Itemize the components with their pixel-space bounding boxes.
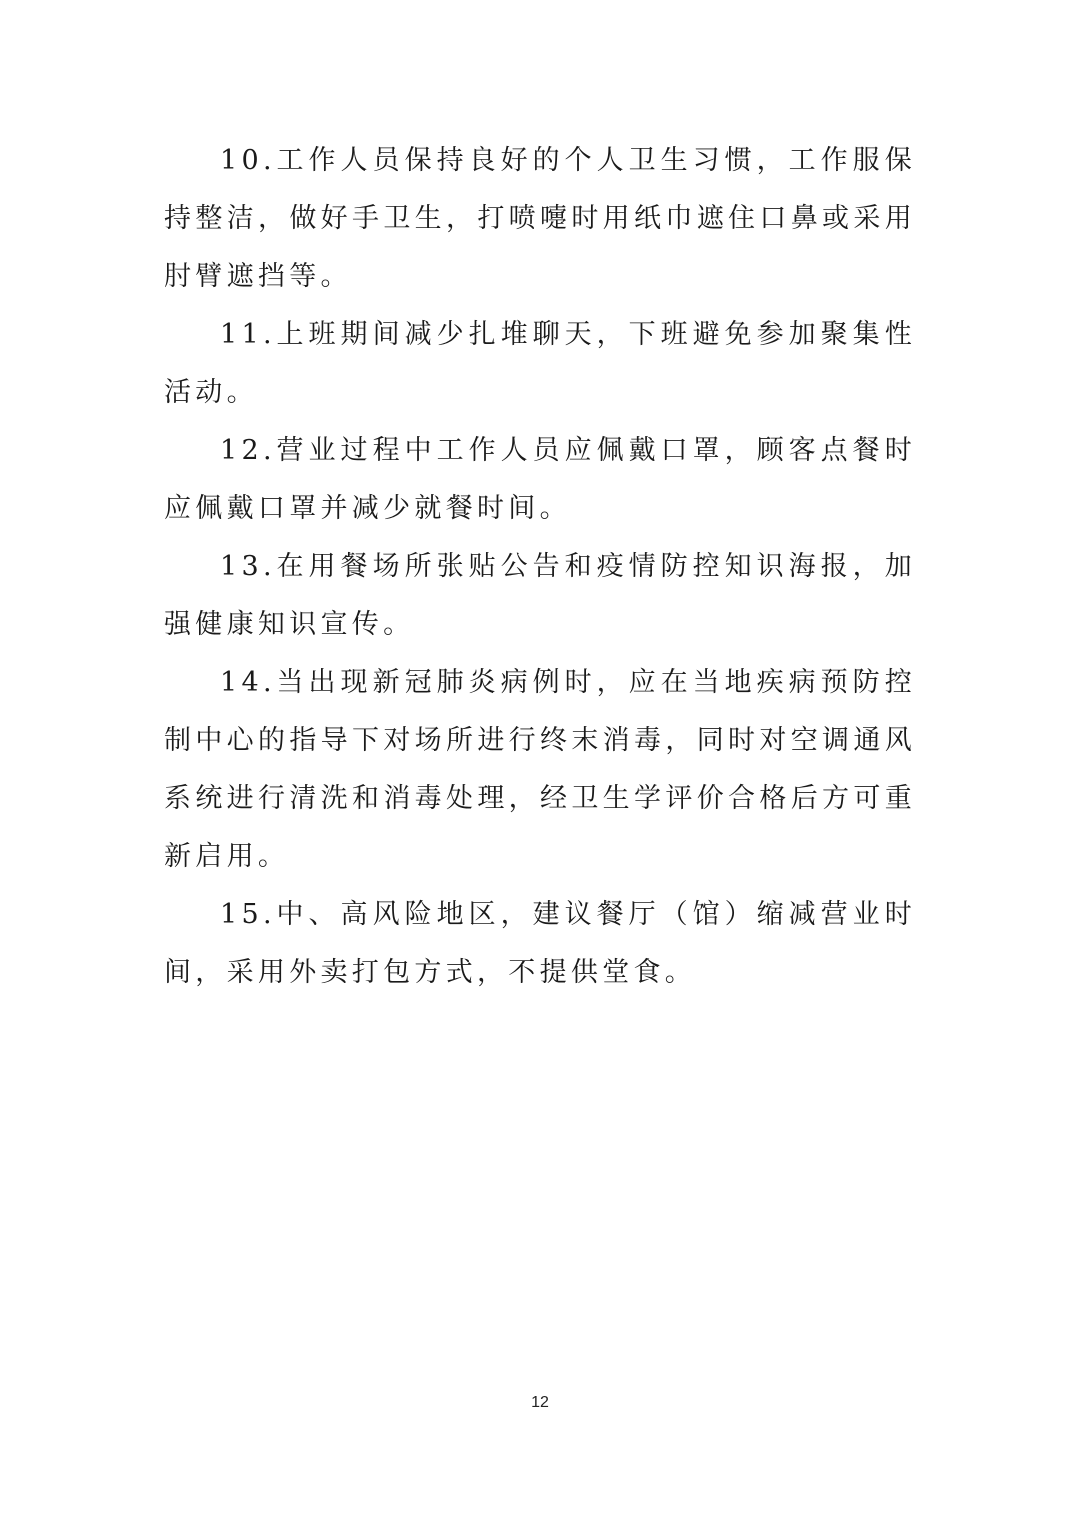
paragraph-item-15: 15.中、高风险地区，建议餐厅（馆）缩减营业时间，采用外卖打包方式，不提供堂食。	[164, 899, 916, 988]
document-body	[164, 132, 916, 1002]
paragraph-item-11: 11.上班期间减少扎堆聊天，下班避免参加聚集性活动。	[164, 319, 916, 408]
paragraph-item-10: 10.工作人员保持良好的个人卫生习惯，工作服保持整洁，做好手卫生，打喷嚏时用纸巾遮住口鼻或采用肘臂遮挡等。	[164, 145, 916, 292]
paragraph-item-14: 14.当出现新冠肺炎病例时，应在当地疾病预防控制中心的指导下对场所进行终末消毒，同时对空调通风系统进行清洗和消毒处理，经卫生学评价合格后方可重新启用。	[164, 667, 916, 872]
paragraph-item-12: 12.营业过程中工作人员应佩戴口罩，顾客点餐时应佩戴口罩并减少就餐时间。	[164, 435, 916, 524]
paragraph-item-13: 13.在用餐场所张贴公告和疫情防控知识海报，加强健康知识宣传。	[164, 551, 916, 640]
page-number: 12	[531, 1394, 549, 1411]
